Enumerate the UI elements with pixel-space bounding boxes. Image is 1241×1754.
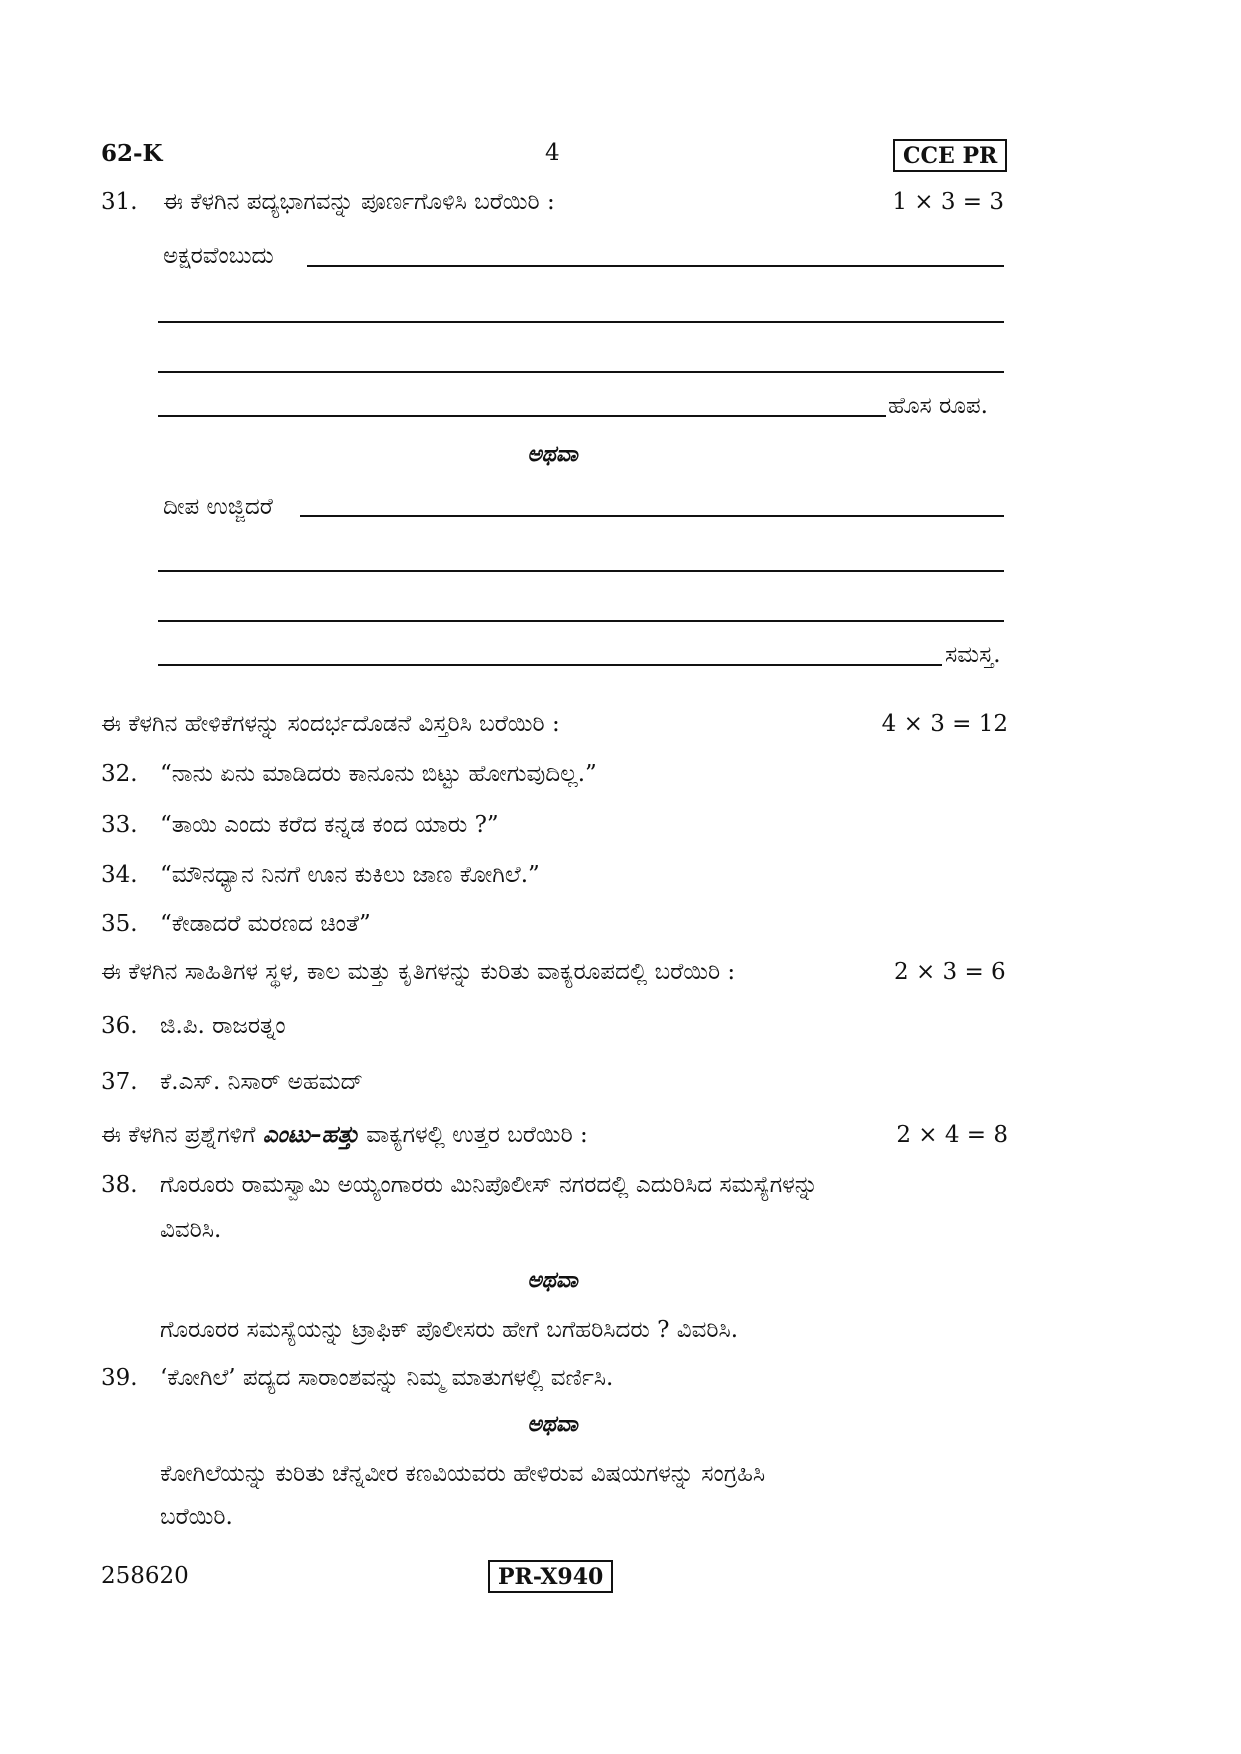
- long-instruction: [101, 1121, 588, 1149]
- q31-marks: 1 × 3 = 3: [892, 189, 1004, 215]
- question-34-text: “ಮೌನಧ್ಯಾನ ನಿನಗೆ ಊನ ಕುಕಿಲು ಜಾಣ ಕೋಗಿಲೆ.”: [160, 862, 540, 888]
- q31-opt2-start: ದೀಪ ಉಜ್ಜಿದರೆ: [163, 494, 273, 520]
- question-39-alternative-line1: ಕೋಗಿಲೆಯನ್ನು ಕುರಿತು ಚೆನ್ನವೀರ ಕಣವಿಯವರು ಹೇಳಿರುವ ವಿಷಯಗಳನ್ನು ಸಂಗ್ರಹಿಸಿ: [160, 1461, 766, 1487]
- q31-instruction: ಈ ಕೆಳಗಿನ ಪದ್ಯಭಾಗವನ್ನು ಪೂರ್ಣಗೊಳಿಸಿ ಬರೆಯಿರಿ :: [163, 189, 555, 215]
- question-number-35: 35.: [101, 911, 138, 937]
- authors-marks: 2 × 3 = 6: [894, 959, 1006, 985]
- answer-line: [158, 321, 1004, 323]
- question-number-31: 31.: [101, 189, 138, 215]
- question-37-text: ಕೆ.ಎಸ್. ನಿಸಾರ್ ಅಹಮದ್: [160, 1069, 363, 1095]
- or-label: ಅಥವಾ: [527, 1411, 578, 1437]
- long-instruction-post: ವಾಕ್ಯಗಳಲ್ಲಿ ಉತ್ತರ ಬರೆಯಿರಿ :: [366, 1122, 588, 1148]
- answer-line: [158, 620, 1004, 622]
- serial-number: 258620: [101, 1563, 189, 1589]
- long-instruction-pre: ಈ ಕೆಳಗಿನ ಪ್ರಶ್ನೆಗಳಿಗೆ: [101, 1122, 256, 1148]
- answer-line: [158, 570, 1004, 572]
- answer-line: [307, 265, 1004, 267]
- context-marks: 4 × 3 = 12: [881, 711, 1008, 737]
- cce-pr-tag: CCE PR: [893, 139, 1007, 172]
- context-instruction: ಈ ಕೆಳಗಿನ ಹೇಳಿಕೆಗಳನ್ನು ಸಂದರ್ಭದೊಡನೆ ವಿಸ್ತರಿಸಿ ಬರೆಯಿರಿ :: [101, 711, 560, 737]
- question-number-37: 37.: [101, 1069, 138, 1095]
- question-number-34: 34.: [101, 862, 138, 888]
- question-number-33: 33.: [101, 812, 138, 838]
- question-35-text: “ಕೇಡಾದರೆ ಮರಣದ ಚಿಂತೆ”: [160, 911, 371, 937]
- question-number-32: 32.: [101, 761, 138, 787]
- q31-opt2-end: ಸಮಸ್ತ.: [945, 642, 1001, 668]
- question-number-38: 38.: [101, 1172, 138, 1198]
- page-number: 4: [545, 140, 560, 166]
- answer-line: [300, 515, 1004, 517]
- long-instruction-bold: ಎಂಟು–ಹತ್ತು: [262, 1121, 359, 1148]
- question-38-line1: ಗೊರೂರು ರಾಮಸ್ವಾಮಿ ಅಯ್ಯಂಗಾರರು ಮಿನಿಪೊಲೀಸ್ ನಗರದಲ್ಲಿ ಎದುರಿಸಿದ ಸಮಸ್ಯೆಗಳನ್ನು: [160, 1172, 818, 1198]
- question-36-text: ಜಿ.ಪಿ. ರಾಜರತ್ನಂ: [160, 1013, 286, 1039]
- question-39-text: ‘ಕೋಗಿಲೆ’ ಪದ್ಯದ ಸಾರಾಂಶವನ್ನು ನಿಮ್ಮ ಮಾತುಗಳಲ್ಲಿ ವರ್ಣಿಸಿ.: [160, 1365, 614, 1391]
- q31-opt1-start: ಅಕ್ಷರವೆಂಬುದು: [163, 243, 274, 269]
- question-38-alternative: ಗೊರೂರರ ಸಮಸ್ಯೆಯನ್ನು ಟ್ರಾಫಿಕ್ ಪೊಲೀಸರು ಹೇಗೆ ಬಗೆಹರಿಸಿದರು ? ವಿವರಿಸಿ.: [160, 1317, 739, 1343]
- long-marks: 2 × 4 = 8: [896, 1122, 1008, 1148]
- question-39-alternative-line2: ಬರೆಯಿರಿ.: [160, 1504, 233, 1530]
- or-label: ಅಥವಾ: [527, 441, 578, 467]
- q31-opt1-end: ಹೊಸ ರೂಪ.: [888, 393, 988, 419]
- question-number-36: 36.: [101, 1013, 138, 1039]
- answer-line: [158, 415, 886, 417]
- authors-instruction: ಈ ಕೆಳಗಿನ ಸಾಹಿತಿಗಳ ಸ್ಥಳ, ಕಾಲ ಮತ್ತು ಕೃತಿಗಳನ್ನು ಕುರಿತು ವಾಕ್ಯರೂಪದಲ್ಲಿ ಬರೆಯಿರಿ :: [101, 959, 736, 985]
- paper-code-footer: PR-X940: [488, 1560, 613, 1593]
- question-38-line2: ವಿವರಿಸಿ.: [160, 1217, 222, 1243]
- answer-line: [158, 371, 1004, 373]
- or-label: ಅಥವಾ: [527, 1267, 578, 1293]
- question-33-text: “ತಾಯಿ ಎಂದು ಕರೆದ ಕನ್ನಡ ಕಂದ ಯಾರು ?”: [160, 812, 499, 838]
- paper-code: 62-K: [101, 140, 163, 167]
- question-number-39: 39.: [101, 1365, 138, 1391]
- answer-line: [158, 664, 942, 666]
- question-32-text: “ನಾನು ಏನು ಮಾಡಿದರು ಕಾನೂನು ಬಿಟ್ಟು ಹೋಗುವುದಿಲ್ಲ.”: [160, 761, 597, 787]
